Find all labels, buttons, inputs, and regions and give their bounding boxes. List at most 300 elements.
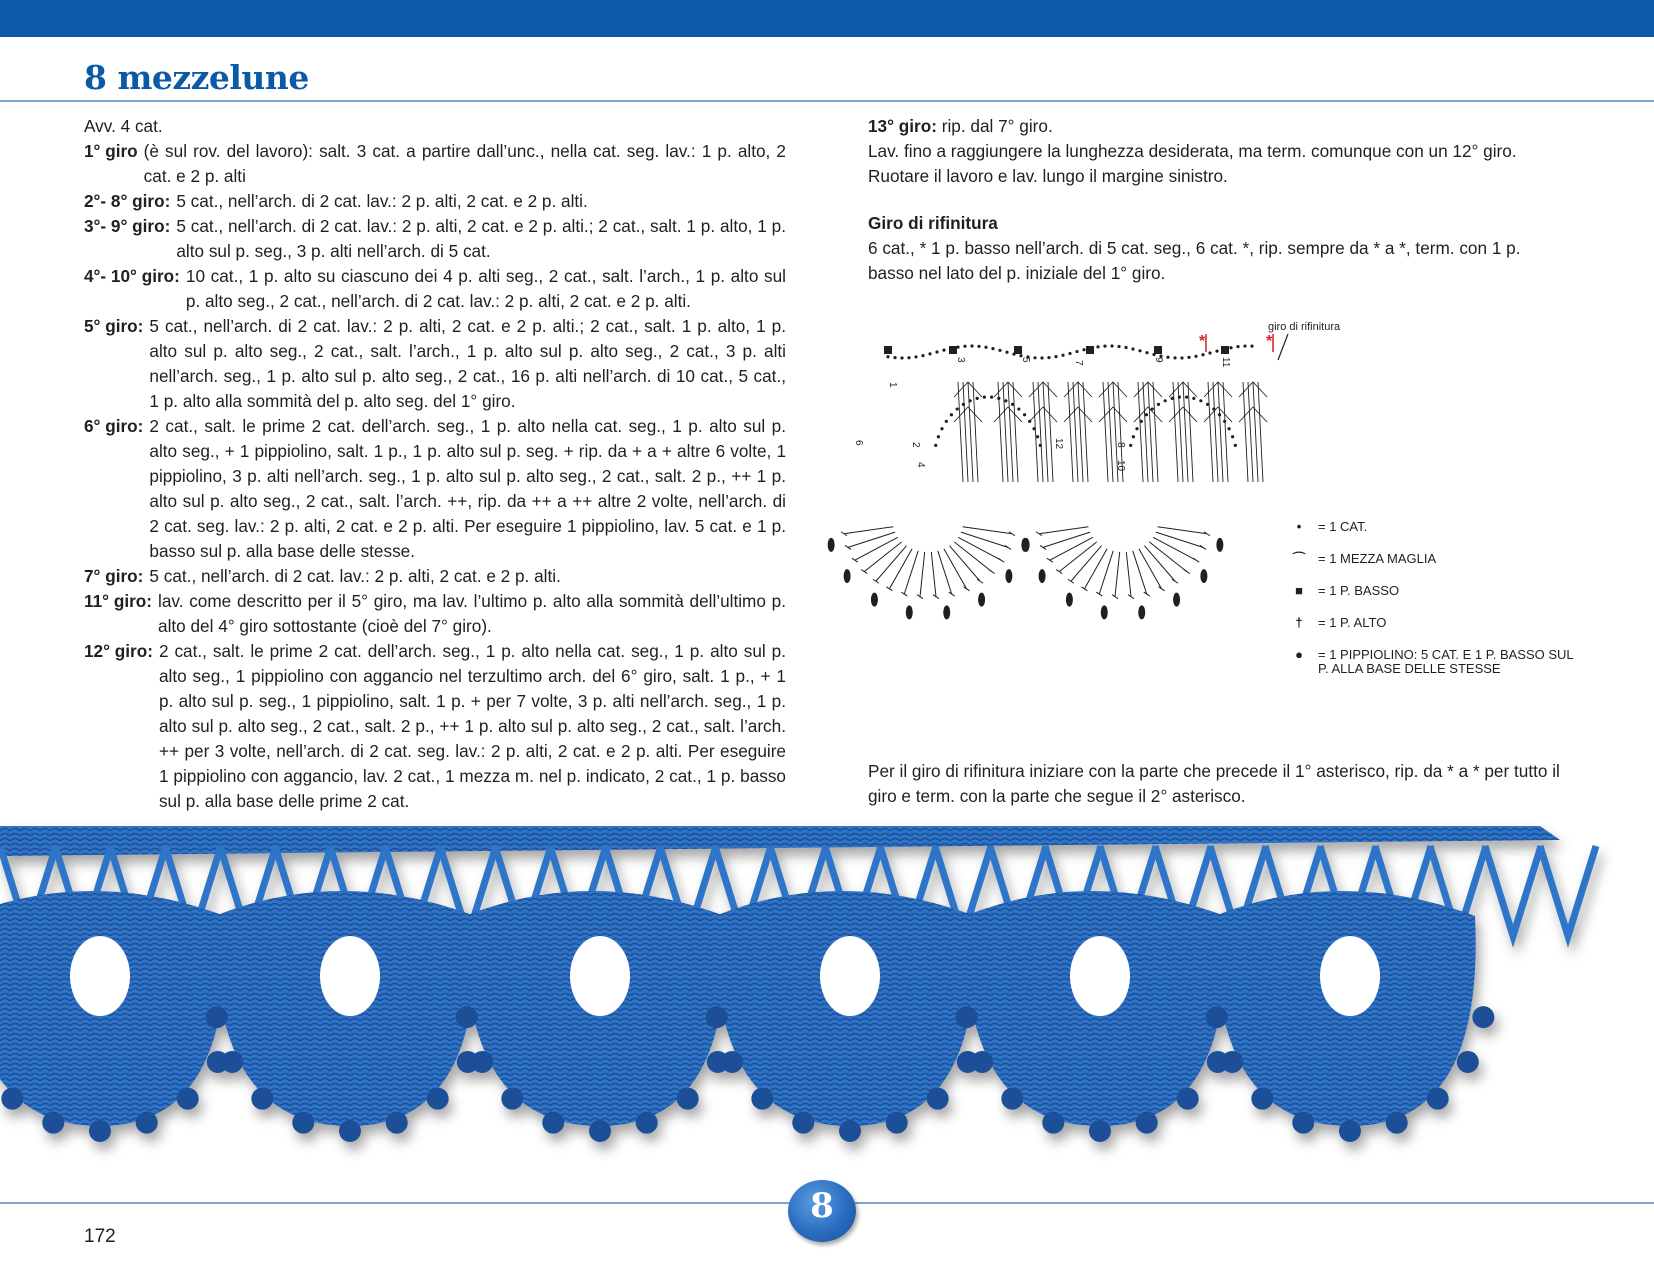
top-color-bar: [0, 0, 1654, 37]
lace-picot: [636, 1112, 658, 1134]
asterisk-marker: *: [1266, 333, 1273, 350]
double-crochet-mark: [1068, 382, 1073, 482]
chain-dot: [886, 355, 889, 358]
lace-picot: [1177, 1088, 1199, 1110]
chain-dot: [1117, 345, 1120, 348]
lace-picot: [206, 1006, 228, 1028]
chain-dot: [934, 444, 937, 447]
chain-dot: [1243, 344, 1246, 347]
chain-dot: [1194, 355, 1197, 358]
double-crochet-mark: [1144, 546, 1175, 582]
lace-top-band: [0, 826, 1560, 856]
chain-dot: [977, 345, 980, 348]
title-divider: [0, 100, 1654, 102]
chain-dot: [956, 407, 959, 410]
double-crochet-mark: [1133, 551, 1147, 594]
picot-mark: [1101, 605, 1108, 619]
double-crochet-mark: [968, 382, 973, 482]
chain-dot: [1201, 353, 1204, 356]
lace-scallop-hole: [1070, 936, 1130, 1016]
double-crochet-mark: [1059, 542, 1097, 572]
picot-mark: [1066, 593, 1073, 607]
chain-dot: [1129, 444, 1132, 447]
lace-picot: [1001, 1088, 1023, 1110]
chain-dot: [991, 347, 994, 350]
chain-dot: [1171, 397, 1174, 400]
lace-picot: [956, 1006, 978, 1028]
double-crochet-mark: [1103, 382, 1108, 482]
round-2-8: [84, 189, 786, 214]
lace-picot: [1472, 1006, 1494, 1028]
round-3-9: [84, 214, 786, 264]
double-crochet-mark: [1153, 537, 1196, 560]
lace-picot: [251, 1088, 273, 1110]
lace-picot: [677, 1088, 699, 1110]
picot-mark: [906, 605, 913, 619]
lace-picot: [89, 1120, 111, 1142]
legend-label: = 1 PIPPIOLINO: 5 CAT. E 1 P. BASSO SUL P. ALLA BASE DELLE STESSE: [1318, 647, 1574, 676]
stitch-cluster: [1169, 407, 1197, 422]
single-crochet-mark: [1014, 346, 1022, 354]
chain-dot: [1033, 356, 1036, 359]
row-number: 5: [1020, 357, 1031, 363]
chain-dot: [914, 355, 917, 358]
chain-dot: [1208, 351, 1211, 354]
round-text: 2 cat., salt. le prime 2 cat. dell’arch. seg., 1 p. alto nella cat. seg., 1 p. alto sul p. alto seg., + 1 pippiolino, salt. 1 p., 1 p. alto sul p. seg. + rip. da + a + altre 6 volte, 1 pippiolino, 3 p. alti nell’arch. seg., 1 p. alto sul p. alto seg., 2 cat., salt. 2 p., ++ 1 p. alto sul p. alto seg., 2 cat., salt. l’arch. ++, rip. da ++ a ++ altre 2 volte, nell’arch. di 2 cat. seg. lav.: 2 p. alti, 2 cat. e 2 p. alti. Per eseguire 1 pippiolino, lav. 5 cat. e 1 p. basso sul p. alla base delle stesse.: [149, 416, 786, 561]
round-text: lav. come descritto per il 5° giro, ma lav. l’ultimo p. alto alla sommità dell’ultimo p. alto del 4° giro sottostante (cioè del 7° giro).: [158, 591, 786, 636]
lace-picot: [589, 1120, 611, 1142]
double-crochet-mark: [1153, 382, 1158, 482]
double-crochet-mark: [1039, 527, 1088, 534]
round-text: 10 cat., 1 p. alto su ciascuno dei 4 p. alti seg., 2 cat., salt. l’arch., 1 p. alto sul p. alto seg., 2 cat., nell’arch. di 2 cat. lav.: 2 p. alti, 2 cat. e 2 p. alti.: [185, 266, 786, 311]
double-crochet-mark: [844, 527, 893, 534]
chain-dot: [1215, 349, 1218, 352]
chain-dot: [1236, 345, 1239, 348]
double-crochet-mark: [1048, 382, 1053, 482]
legend-item: [1288, 648, 1578, 680]
picot-mark: [1216, 538, 1223, 552]
double-crochet-mark: [958, 537, 1001, 560]
lace-lattice: [1485, 846, 1541, 936]
single-crochet-mark: [1086, 346, 1094, 354]
row-number: 3: [955, 357, 966, 363]
chain-dot: [963, 345, 966, 348]
row-number: 11: [1220, 357, 1231, 368]
double-crochet-mark: [1184, 570, 1190, 574]
picot-mark: [1173, 593, 1180, 607]
lace-shapes: [0, 826, 1596, 1142]
lace-picot: [1339, 1120, 1361, 1142]
chain-dot: [1124, 346, 1127, 349]
double-crochet-mark: [1008, 382, 1013, 482]
double-crochet-mark: [1073, 382, 1078, 482]
slip-stitch-icon: ⌒: [1292, 551, 1306, 566]
double-crochet-icon: †: [1295, 615, 1303, 630]
finishing-note: Per il giro di rifinitura iniziare con la parte che precede il 1° asterisco, rip. da * a * per tutto il giro e term. con la parte che segue il 2° asterisco.: [868, 761, 1560, 806]
double-crochet-mark: [1218, 382, 1223, 482]
row-number: 1: [887, 382, 898, 388]
double-crochet-mark: [949, 546, 980, 582]
chain-dot: [1004, 399, 1007, 402]
chain-dot: [1103, 345, 1106, 348]
double-crochet-mark: [1223, 382, 1228, 482]
chart-marks: [828, 334, 1288, 619]
double-crochet-mark: [873, 579, 879, 583]
lace-picot: [839, 1120, 861, 1142]
picot-mark: [1200, 569, 1207, 583]
chain-dot: [1187, 356, 1190, 359]
single-crochet-mark: [1221, 346, 1229, 354]
chain-dot: [950, 413, 953, 416]
double-crochet-mark: [1148, 382, 1153, 482]
picot-mark: [943, 605, 950, 619]
lace-picot: [386, 1112, 408, 1134]
double-crochet-mark: [848, 532, 895, 547]
chain-dot: [1082, 348, 1085, 351]
round-label: 4°- 10° giro:: [84, 266, 180, 286]
double-crochet-mark: [876, 546, 907, 582]
chapter-number: 8: [810, 1186, 834, 1226]
lace-picot: [1136, 1112, 1158, 1134]
round-13: [868, 114, 1570, 139]
double-crochet-mark: [1208, 382, 1213, 482]
lace-picot: [471, 1051, 493, 1073]
lace-picot: [456, 1006, 478, 1028]
round-4-10: [84, 264, 786, 314]
row-number: 6: [853, 440, 864, 446]
finishing-text: 6 cat., * 1 p. basso nell’arch. di 5 cat. seg., 6 cat. *, rip. sempre da * a *, term. con 1 p. basso nel lato del p. iniziale del 1° giro.: [868, 238, 1521, 283]
lace-picot: [706, 1006, 728, 1028]
chain-dot: [1234, 444, 1237, 447]
double-crochet-mark: [1188, 382, 1193, 482]
chain-dot: [1250, 344, 1253, 347]
double-crochet-mark: [1013, 382, 1018, 482]
lace-picot: [177, 1088, 199, 1110]
row-number: 10: [1115, 460, 1126, 472]
lace-picot: [886, 1112, 908, 1134]
stitch-cluster: [1029, 407, 1057, 422]
lace-picot: [501, 1088, 523, 1110]
legend-label: = 1 P. BASSO: [1318, 583, 1400, 598]
double-crochet-mark: [1253, 382, 1258, 482]
lace-picot: [427, 1088, 449, 1110]
round-text: 2 cat., salt. le prime 2 cat. dell’arch. seg., 1 p. alto nella cat. seg., 1 p. alto sul p. alto seg., 1 pippiolino con aggancio nel terzultimo arch. del 6° giro, salt. 1 p., + 1 p. alto sul p. seg., 1 pippiolino, salt. 1 p. + per 7 volte, 3 p. alti nell’arch. seg., 1 p. alto sul p. alto seg., 2 cat., salt. 2 p., ++ 1 p. alto sul p. alto seg., 2 cat., salt. l’arch. ++ per 3 volte, nell’arch. di 2 cat. seg. lav.: 2 p. alti, 2 cat. e 2 p. alti. Per eseguire 1 pippiolino con aggancio, lav. 2 cat., 1 mezza m. nel p. indicato, 2 cat., 1 p. basso sul p. alla base delle prime 2 cat.: [158, 641, 786, 811]
picot-mark: [828, 538, 835, 552]
chain-dot: [921, 354, 924, 357]
picot-mark: [871, 593, 878, 607]
double-crochet-mark: [1078, 382, 1083, 482]
double-crochet-mark: [855, 537, 898, 560]
lace-picot: [292, 1112, 314, 1134]
chain-dot: [1068, 352, 1071, 355]
double-crochet-mark: [954, 542, 992, 572]
chain-dot: [1166, 356, 1169, 359]
lace-picot: [751, 1088, 773, 1110]
chain-dot: [983, 396, 986, 399]
double-crochet-mark: [944, 549, 967, 589]
lace-scallop-hole: [570, 936, 630, 1016]
chain-dot: [940, 427, 943, 430]
double-crochet-mark: [1139, 549, 1162, 589]
chain-dot: [1180, 356, 1183, 359]
double-crochet-mark: [1243, 382, 1248, 482]
chain-dot: [984, 346, 987, 349]
round-5: [84, 314, 786, 414]
double-crochet-mark: [964, 587, 970, 591]
lace-scallop-hole: [1320, 936, 1380, 1016]
finishing-title: Giro di rifinitura: [868, 213, 998, 233]
chain-dot: [1005, 351, 1008, 354]
lace-scallop-hole: [820, 936, 880, 1016]
legend-label: = 1 CAT.: [1318, 519, 1368, 534]
row-number: 9: [1153, 357, 1164, 363]
round-label: 3°- 9° giro:: [84, 216, 171, 236]
chain-dot: [1145, 351, 1148, 354]
double-crochet-mark: [1084, 549, 1107, 589]
lace-lattice: [1540, 846, 1596, 936]
round-1: [84, 139, 786, 189]
lace-picot: [136, 1112, 158, 1134]
double-crochet-mark: [977, 579, 983, 583]
round-7: [84, 564, 786, 589]
double-crochet-mark: [1172, 579, 1178, 583]
lace-picot: [721, 1051, 743, 1073]
chain-dot: [935, 350, 938, 353]
chain-dot: [1199, 399, 1202, 402]
picot-mark: [844, 569, 851, 583]
round-label: 12° giro:: [84, 641, 153, 661]
legend-item: [1288, 552, 1578, 584]
legend-item: [1288, 584, 1578, 616]
chain-dot: [1047, 356, 1050, 359]
chain-dot: [893, 356, 896, 359]
lace-picot: [1221, 1051, 1243, 1073]
picot-mark: [1138, 605, 1145, 619]
row-number: 8: [1115, 442, 1126, 448]
double-crochet-mark: [1043, 532, 1090, 547]
double-crochet-mark: [920, 552, 925, 597]
round-label: 5° giro:: [84, 316, 144, 336]
lace-picot: [42, 1112, 64, 1134]
double-crochet-mark: [864, 542, 902, 572]
double-crochet-mark: [1258, 382, 1263, 482]
double-crochet-mark: [1099, 551, 1113, 594]
chain-dot: [1173, 356, 1176, 359]
double-crochet-mark: [961, 532, 1008, 547]
lace-picot: [339, 1120, 361, 1142]
double-crochet-mark: [1248, 382, 1253, 482]
double-crochet-mark: [889, 549, 912, 589]
lace-picot: [927, 1088, 949, 1110]
lace-picot: [792, 1112, 814, 1134]
round-label: 6° giro:: [84, 416, 144, 436]
row-number: 12: [1053, 438, 1064, 450]
stitch-cluster: [1239, 407, 1267, 422]
round-text: rip. dal 7° giro.: [941, 116, 1053, 136]
double-crochet-mark: [1143, 382, 1148, 482]
double-crochet-mark: [1083, 382, 1088, 482]
double-crochet-mark: [998, 558, 1004, 562]
chain-dot: [928, 352, 931, 355]
legend-label: = 1 MEZZA MAGLIA: [1318, 551, 1437, 566]
chain-dot: [1131, 347, 1134, 350]
single-crochet-icon: ■: [1295, 583, 1303, 598]
row-number: 7: [1073, 360, 1084, 366]
double-crochet-mark: [1033, 382, 1038, 482]
single-crochet-mark: [1154, 346, 1162, 354]
double-crochet-mark: [1213, 382, 1218, 482]
callout-label: giro di rifinitura: [1268, 321, 1341, 333]
page-number: 172: [84, 1226, 116, 1247]
chart-legend: [1288, 520, 1578, 680]
double-crochet-mark: [963, 382, 968, 482]
chain-dot: [1040, 356, 1043, 359]
intro-line: Avv. 4 cat.: [84, 116, 163, 136]
chain-dot: [945, 420, 948, 423]
round-text: 5 cat., nell’arch. di 2 cat. lav.: 2 p. alti, 2 cat. e 2 p. alti.: [176, 191, 588, 211]
double-crochet-mark: [1038, 382, 1043, 482]
double-crochet-mark: [998, 382, 1003, 482]
double-crochet-mark: [1068, 579, 1074, 583]
row-number: 4: [915, 462, 926, 468]
double-crochet-mark: [931, 552, 936, 597]
double-crochet-mark: [1149, 542, 1187, 572]
lace-picot: [542, 1112, 564, 1134]
chain-dot: [900, 356, 903, 359]
chain-dot: [1227, 427, 1230, 430]
round-label: 1° giro: [84, 141, 138, 161]
lace-picot: [221, 1051, 243, 1073]
round-text: 5 cat., nell’arch. di 2 cat. lav.: 2 p. alti, 2 cat. e 2 p. alti.; 2 cat., salt. 1 p. alto, 1 p. alto sul p. seg., 3 p. alti nell’arch. di 5 cat.: [176, 216, 786, 261]
lace-picot: [1386, 1112, 1408, 1134]
double-crochet-mark: [845, 545, 851, 549]
lace-picot: [1, 1088, 23, 1110]
double-crochet-mark: [1200, 545, 1206, 549]
chain-icon: •: [1296, 519, 1302, 534]
chain-dot: [1192, 397, 1195, 400]
page-title: 8 mezzelune: [84, 58, 309, 97]
double-crochet-mark: [1071, 546, 1102, 582]
round-12: [84, 639, 786, 814]
double-crochet-mark: [963, 527, 1012, 534]
double-crochet-mark: [1158, 527, 1207, 534]
chain-dot: [990, 396, 993, 399]
lace-picot: [1042, 1112, 1064, 1134]
chain-dot: [1178, 396, 1181, 399]
chain-dot: [1096, 345, 1099, 348]
chain-dot: [907, 356, 910, 359]
round-text: 5 cat., nell’arch. di 2 cat. lav.: 2 p. alti, 2 cat. e 2 p. alti.: [149, 566, 561, 586]
stitch-cluster: [1099, 407, 1127, 422]
lace-edging-photo: [0, 826, 1654, 1156]
double-crochet-mark: [989, 570, 995, 574]
chain-dot: [1185, 396, 1188, 399]
double-crochet-mark: [904, 551, 918, 594]
chain-dot: [1075, 350, 1078, 353]
chain-dot: [1164, 399, 1167, 402]
round-label: 2°- 8° giro:: [84, 191, 171, 211]
chain-dot: [937, 435, 940, 438]
picot-icon: ●: [1295, 647, 1303, 662]
chain-dot: [1023, 413, 1026, 416]
double-crochet-mark: [1108, 382, 1113, 482]
round-label: 13° giro:: [868, 116, 937, 136]
round-11: [84, 589, 786, 639]
stitch-cluster: [1064, 407, 1092, 422]
chain-dot: [1229, 346, 1232, 349]
double-crochet-mark: [1159, 587, 1165, 591]
chain-dot: [1054, 355, 1057, 358]
lace-scallop-hole: [70, 936, 130, 1016]
double-crochet-mark: [1050, 537, 1093, 560]
round-label: 11° giro:: [84, 591, 153, 611]
picot-mark: [1005, 569, 1012, 583]
double-crochet-mark: [938, 551, 952, 594]
legend-item: [1288, 520, 1578, 552]
chain-dot: [1110, 344, 1113, 347]
double-crochet-mark: [1173, 382, 1178, 482]
chain-dot: [1061, 354, 1064, 357]
lace-picot: [1089, 1120, 1111, 1142]
continue-text: Lav. fino a raggiungere la lunghezza desiderata, ma term. comunque con un 12° giro. Ruotare il lavoro e lav. lungo il margine sinistro.: [868, 141, 1517, 186]
double-crochet-mark: [1081, 587, 1087, 591]
lace-picot: [1457, 1051, 1479, 1073]
double-crochet-mark: [1156, 532, 1203, 547]
lace-picot: [1251, 1088, 1273, 1110]
lace-scallop-hole: [320, 936, 380, 1016]
chain-dot: [970, 344, 973, 347]
instructions-left-column: [84, 114, 786, 814]
legend-label: = 1 P. ALTO: [1318, 615, 1387, 630]
chain-dot: [1157, 403, 1160, 406]
chain-dot: [1036, 435, 1039, 438]
double-crochet-mark: [1126, 552, 1131, 597]
single-crochet-mark: [949, 346, 957, 354]
legend-item: [1288, 616, 1578, 648]
row-number: 2: [910, 442, 921, 448]
round-text: 5 cat., nell’arch. di 2 cat. lav.: 2 p. alti, 2 cat. e 2 p. alti.; 2 cat., salt. 1 p. alto, 1 p. alto sul p. alto seg., 2 cat., salt. l’arch., 1 p. alto sul p. alto seg., 2 cat., 3 p. alti nell’arch. seg., 1 p. alto sul p. alto seg., 2 cat., 16 p. alti nell’arch. di 10 cat., 5 cat., 1 p. alto alla sommità del p. alto seg. del 1° giro.: [149, 316, 786, 411]
chain-dot: [1145, 413, 1148, 416]
double-crochet-mark: [1115, 552, 1120, 597]
picot-mark: [1023, 538, 1030, 552]
round-6: [84, 414, 786, 564]
round-label: 7° giro:: [84, 566, 144, 586]
picot-mark: [978, 593, 985, 607]
instructions-right-column: [868, 114, 1570, 286]
lace-picot: [971, 1051, 993, 1073]
chain-dot: [1135, 427, 1138, 430]
single-crochet-mark: [884, 346, 892, 354]
double-crochet-mark: [1043, 382, 1048, 482]
chain-dot: [1017, 407, 1020, 410]
double-crochet-mark: [958, 382, 963, 482]
chain-dot: [976, 397, 979, 400]
double-crochet-mark: [1138, 382, 1143, 482]
asterisk-marker: *: [1199, 333, 1206, 350]
callout-arrow: [1278, 334, 1288, 360]
lace-picot: [1427, 1088, 1449, 1110]
double-crochet-mark: [1040, 545, 1046, 549]
picot-mark: [1039, 569, 1046, 583]
chain-dot: [1231, 435, 1234, 438]
double-crochet-mark: [1003, 382, 1008, 482]
chain-dot: [998, 349, 1001, 352]
double-crochet-mark: [1193, 558, 1199, 562]
lace-picot: [1206, 1006, 1228, 1028]
chain-dot: [942, 349, 945, 352]
lace-picot: [1292, 1112, 1314, 1134]
round-text: (è sul rov. del lavoro): salt. 3 cat. a partire dall’unc., nella cat. seg. lav.: 1 p. alto, 2 cat. e 2 p. alti: [143, 141, 786, 186]
